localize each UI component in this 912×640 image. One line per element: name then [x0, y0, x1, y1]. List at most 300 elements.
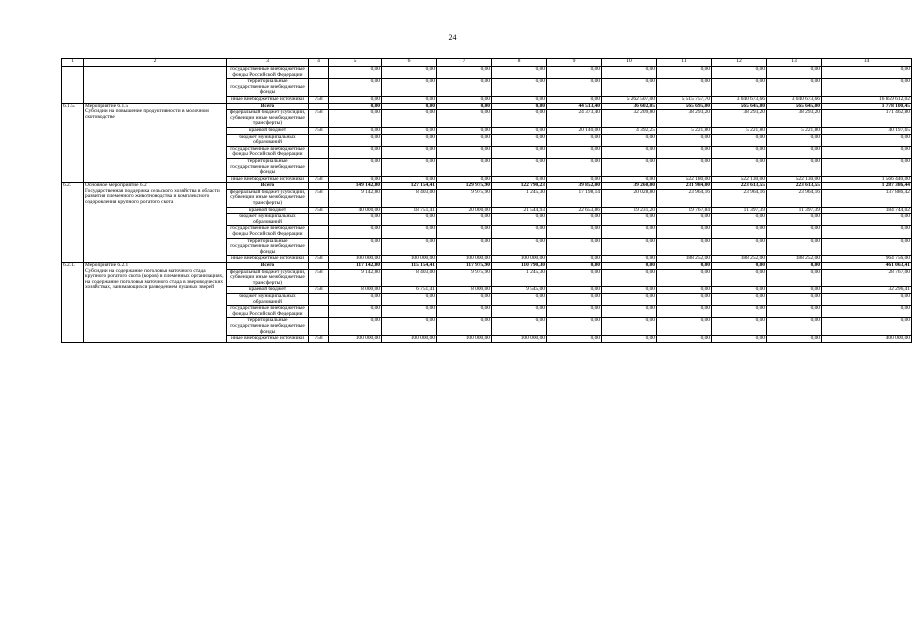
amount-cell: 8 403,00 — [382, 269, 437, 287]
amount-cell: 0,00 — [437, 214, 492, 226]
budget-code: 758 — [309, 110, 329, 128]
funding-source-label: бюджет муниципальных образований — [227, 214, 309, 226]
amount-cell: 0,00 — [382, 158, 437, 176]
funding-source-label: федеральный бюджет (субсидии, субвенции иные межбюджетные трансферты) — [227, 269, 309, 287]
amount-cell: 38 293,20 — [657, 110, 712, 128]
amount-cell: 9 545,00 — [492, 287, 547, 294]
column-number-cell: 8 — [492, 59, 547, 67]
budget-code: 758 — [309, 336, 329, 343]
amount-cell: 23 964,16 — [767, 189, 822, 207]
amount-cell: 188 252,00 — [712, 256, 767, 263]
measure-description-cell — [84, 183, 227, 263]
column-number-cell: 12 — [712, 59, 767, 67]
amount-cell: 0,00 — [767, 226, 822, 238]
amount-cell: 0,00 — [329, 226, 382, 238]
amount-cell: 8 000,00 — [437, 287, 492, 294]
amount-cell: 0,00 — [712, 306, 767, 318]
amount-cell: 565 645,00 — [712, 103, 767, 110]
amount-cell: 39 260,00 — [602, 183, 657, 190]
funding-source-label: территориальные государственные внебюджетные фонды — [227, 158, 309, 176]
amount-cell: 0,00 — [329, 306, 382, 318]
amount-cell: 0,00 — [602, 238, 657, 256]
amount-cell: 5 515 757,70 — [657, 96, 712, 103]
budget-code: 758 — [309, 287, 329, 294]
amount-cell: 0,00 — [437, 176, 492, 183]
budget-code — [309, 158, 329, 176]
amount-cell: 0,00 — [329, 238, 382, 256]
amount-cell: 0,00 — [767, 158, 822, 176]
amount-cell: 0,00 — [547, 96, 602, 103]
amount-cell: 0,00 — [382, 127, 437, 134]
amount-cell: 9 975,90 — [437, 189, 492, 207]
total-amount-cell: 0,00 — [822, 134, 912, 146]
amount-cell: 20 000,00 — [437, 207, 492, 214]
amount-cell: 0,00 — [767, 134, 822, 146]
total-amount-cell: 0,00 — [822, 293, 912, 305]
funding-source-label: бюджет муниципальных образований — [227, 134, 309, 146]
amount-cell: 8 000,00 — [329, 287, 382, 294]
amount-cell: 0,00 — [712, 214, 767, 226]
total-amount-cell: 0,00 — [822, 238, 912, 256]
amount-cell: 0,00 — [712, 238, 767, 256]
amount-cell: 0,00 — [437, 96, 492, 103]
amount-cell: 40 000,00 — [329, 207, 382, 214]
amount-cell: 0,00 — [329, 134, 382, 146]
funding-source-label: государственные внебюджетные фонды Российской Федерации — [227, 306, 309, 318]
budget-code — [309, 293, 329, 305]
amount-cell: 0,00 — [492, 79, 547, 97]
amount-cell: 0,00 — [437, 318, 492, 336]
amount-cell: 188 252,00 — [767, 256, 822, 263]
amount-cell: 0,00 — [767, 306, 822, 318]
measure-description: Государственная поддержка сельского хозяйства в области развития племенного животноводства и комплексного оздоровления крупного рогатого скота — [85, 187, 220, 206]
amount-cell: 223 613,55 — [712, 183, 767, 190]
column-number-cell: 9 — [547, 59, 602, 67]
amount-cell: 0,00 — [437, 127, 492, 134]
budget-code: 758 — [309, 127, 329, 134]
amount-cell: 0,00 — [382, 214, 437, 226]
amount-cell: 39 852,00 — [547, 183, 602, 190]
amount-cell: 1 245,30 — [492, 269, 547, 287]
column-number-cell: 7 — [437, 59, 492, 67]
amount-cell: 0,00 — [767, 293, 822, 305]
amount-cell: 3 040 673,66 — [767, 96, 822, 103]
amount-cell: 0,00 — [712, 67, 767, 79]
amount-cell: 565 695,00 — [657, 103, 712, 110]
amount-cell: 0,00 — [382, 146, 437, 158]
amount-cell: 0,00 — [382, 103, 437, 110]
amount-cell: 0,00 — [329, 214, 382, 226]
amount-cell: 0,00 — [657, 146, 712, 158]
amount-cell: 0,00 — [712, 79, 767, 97]
budget-code — [309, 214, 329, 226]
amount-cell: 5 221,80 — [712, 127, 767, 134]
budget-code: 758 — [309, 256, 329, 263]
total-amount-cell: 0,00 — [822, 306, 912, 318]
amount-cell: 0,00 — [547, 256, 602, 263]
amount-cell: 0,00 — [437, 67, 492, 79]
amount-cell: 18 751,41 — [382, 207, 437, 214]
amount-cell: 0,00 — [492, 96, 547, 103]
budget-code — [309, 306, 329, 318]
measure-code: 6.2. — [62, 183, 84, 263]
amount-cell: 0,00 — [657, 318, 712, 336]
amount-cell: 0,00 — [547, 318, 602, 336]
budget-code — [309, 79, 329, 97]
budget-code: 758 — [309, 207, 329, 214]
amount-cell: 149 142,80 — [329, 183, 382, 190]
amount-cell: 0,00 — [547, 176, 602, 183]
amount-cell: 0,00 — [329, 176, 382, 183]
amount-cell: 0,00 — [657, 336, 712, 343]
amount-cell: 0,00 — [712, 226, 767, 238]
amount-cell: 0,00 — [767, 269, 822, 287]
amount-cell: 0,00 — [437, 79, 492, 97]
amount-cell: 0,00 — [382, 238, 437, 256]
total-amount-cell: 0,00 — [822, 79, 912, 97]
funding-source-row — [62, 67, 912, 79]
measure-description: Субсидии на повышение продуктивности в молочном скотоводстве — [85, 108, 209, 120]
amount-cell: 100 000,00 — [437, 256, 492, 263]
amount-cell: 0,00 — [382, 306, 437, 318]
amount-cell: 0,00 — [382, 67, 437, 79]
column-number-cell: 3 — [227, 59, 309, 67]
amount-cell: 0,00 — [382, 293, 437, 305]
funding-source-label: иные внебюджетные источники — [227, 336, 309, 343]
amount-cell: 0,00 — [382, 176, 437, 183]
amount-cell: 0,00 — [437, 306, 492, 318]
column-number-cell: 13 — [767, 59, 822, 67]
amount-cell: 0,00 — [712, 146, 767, 158]
amount-cell: 19 767,84 — [657, 207, 712, 214]
amount-cell: 0,00 — [492, 110, 547, 128]
amount-cell: 0,00 — [657, 134, 712, 146]
measure-description: Субсидии на содержание поголовья маточного стада крупного рогатого скота (коров) в племенных организациях, на содержание поголовья маточного стада в звероводческих хозяйствах, занимающихся разведением пушных зверей — [85, 267, 224, 291]
amount-cell: 0,00 — [767, 214, 822, 226]
amount-cell: 11 397,39 — [712, 207, 767, 214]
amount-cell: 0,00 — [547, 238, 602, 256]
amount-cell: 0,00 — [492, 293, 547, 305]
amount-cell: 0,00 — [767, 336, 822, 343]
budget-code: 758 — [309, 176, 329, 183]
amount-cell: 0,00 — [437, 110, 492, 128]
amount-cell: 0,00 — [329, 103, 382, 110]
amount-cell: 0,00 — [382, 318, 437, 336]
budget-code — [309, 146, 329, 158]
measure-description-cell — [84, 103, 227, 183]
amount-cell: 17 198,14 — [547, 189, 602, 207]
amount-cell: 8 403,00 — [382, 189, 437, 207]
total-amount-cell: 137 886,42 — [822, 189, 912, 207]
amount-cell: 23 964,16 — [712, 189, 767, 207]
total-amount-cell: 40 197,65 — [822, 127, 912, 134]
funding-source-label: иные внебюджетные источники — [227, 96, 309, 103]
amount-cell: 0,00 — [492, 226, 547, 238]
amount-cell: 117 975,90 — [437, 263, 492, 270]
amount-cell: 0,00 — [657, 226, 712, 238]
amount-cell: 9 142,80 — [329, 189, 382, 207]
funding-source-label: государственные внебюджетные фонды Российской Федерации — [227, 67, 309, 79]
amount-cell: 0,00 — [382, 79, 437, 97]
amount-cell: 0,00 — [329, 158, 382, 176]
total-amount-cell: 28 767,00 — [822, 269, 912, 287]
amount-cell: 0,00 — [329, 79, 382, 97]
amount-cell: 0,00 — [437, 146, 492, 158]
amount-cell: 1 245,30 — [492, 189, 547, 207]
amount-cell: 9 142,80 — [329, 269, 382, 287]
funding-source-label: территориальные государственные внебюджетные фонды — [227, 79, 309, 97]
amount-cell: 0,00 — [329, 318, 382, 336]
amount-cell: 0,00 — [767, 67, 822, 79]
amount-cell: 100 000,00 — [382, 256, 437, 263]
amount-cell: 0,00 — [492, 318, 547, 336]
funding-source-label: иные внебюджетные источники — [227, 176, 309, 183]
amount-cell: 115 154,41 — [382, 263, 437, 270]
amount-cell: 4 392,25 — [602, 127, 657, 134]
total-amount-cell: 400 000,00 — [822, 336, 912, 343]
column-number-cell: 1 — [62, 59, 84, 67]
amount-cell: 0,00 — [602, 67, 657, 79]
measure-code — [62, 67, 84, 104]
column-number-cell: 4 — [309, 59, 329, 67]
amount-cell: 0,00 — [657, 67, 712, 79]
amount-cell: 0,00 — [492, 306, 547, 318]
total-amount-cell: 0,00 — [822, 214, 912, 226]
total-amount-cell: 16 859 612,02 — [822, 96, 912, 103]
amount-cell: 0,00 — [602, 336, 657, 343]
amount-cell: 20 140,00 — [547, 127, 602, 134]
total-amount-cell: 32 296,41 — [822, 287, 912, 294]
funding-source-label: краевой бюджет — [227, 287, 309, 294]
total-amount-cell: 0,00 — [822, 318, 912, 336]
amount-cell: 0,00 — [492, 103, 547, 110]
amount-cell: 0,00 — [437, 158, 492, 176]
amount-cell: 19 231,20 — [602, 207, 657, 214]
amount-cell: 0,00 — [547, 226, 602, 238]
amount-cell: 0,00 — [602, 176, 657, 183]
column-number-cell: 11 — [657, 59, 712, 67]
total-amount-cell: 461 063,41 — [822, 263, 912, 270]
total-amount-cell: 1 566 440,00 — [822, 176, 912, 183]
amount-cell: 0,00 — [437, 293, 492, 305]
amount-cell: 0,00 — [712, 158, 767, 176]
measure-description-cell — [84, 263, 227, 343]
amount-cell: 5 221,80 — [767, 127, 822, 134]
amount-cell: 0,00 — [712, 287, 767, 294]
amount-cell: 3 040 673,66 — [712, 96, 767, 103]
funding-source-label: государственные внебюджетные фонды Российской Федерации — [227, 226, 309, 238]
amount-cell: 0,00 — [492, 214, 547, 226]
amount-cell: 127 154,41 — [382, 183, 437, 190]
amount-cell: 0,00 — [492, 127, 547, 134]
amount-cell: 11 397,39 — [767, 207, 822, 214]
amount-cell: 38 293,20 — [767, 110, 822, 128]
amount-cell: 0,00 — [602, 214, 657, 226]
amount-cell: 0,00 — [657, 238, 712, 256]
amount-cell: 0,00 — [602, 318, 657, 336]
amount-cell: 0,00 — [602, 269, 657, 287]
amount-cell: 0,00 — [492, 134, 547, 146]
amount-cell: 0,00 — [437, 226, 492, 238]
funding-source-label: краевой бюджет — [227, 127, 309, 134]
column-number-cell: 10 — [602, 59, 657, 67]
total-amount-cell: 1 778 100,45 — [822, 103, 912, 110]
measure-title: Мероприятие 6.1.5 — [85, 102, 129, 109]
amount-cell: 0,00 — [547, 269, 602, 287]
amount-cell: 129 975,90 — [437, 183, 492, 190]
amount-cell: 0,00 — [437, 134, 492, 146]
amount-cell: 0,00 — [602, 146, 657, 158]
amount-cell: 0,00 — [492, 176, 547, 183]
amount-cell: 0,00 — [767, 146, 822, 158]
budget-table-container — [61, 58, 910, 343]
amount-cell: 0,00 — [547, 67, 602, 79]
amount-cell: 0,00 — [329, 127, 382, 134]
amount-cell: 0,00 — [602, 158, 657, 176]
funding-source-label: территориальные государственные внебюджетные фонды — [227, 318, 309, 336]
total-amount-cell: 184 744,02 — [822, 207, 912, 214]
amount-cell: 100 000,00 — [492, 256, 547, 263]
amount-cell: 0,00 — [329, 293, 382, 305]
amount-cell: 0,00 — [547, 293, 602, 305]
funding-source-label: иные внебюджетные источники — [227, 256, 309, 263]
amount-cell: 20 028,80 — [602, 189, 657, 207]
amount-cell: 0,00 — [382, 96, 437, 103]
total-amount-cell: 964 756,00 — [822, 256, 912, 263]
amount-cell: 0,00 — [547, 134, 602, 146]
measure-code: 6.2.1. — [62, 263, 84, 343]
amount-cell: 36 602,05 — [602, 103, 657, 110]
amount-cell: 0,00 — [712, 318, 767, 336]
funding-source-label: федеральный бюджет (субсидии, субвенции иные межбюджетные трансферты) — [227, 110, 309, 128]
amount-cell: 0,00 — [547, 158, 602, 176]
budget-code — [309, 134, 329, 146]
amount-cell: 9 975,90 — [437, 269, 492, 287]
amount-cell: 100 000,00 — [492, 336, 547, 343]
amount-cell: 0,00 — [657, 287, 712, 294]
amount-cell: 100 000,00 — [437, 336, 492, 343]
amount-cell: 0,00 — [767, 263, 822, 270]
amount-cell: 0,00 — [547, 306, 602, 318]
amount-cell: 24 373,40 — [547, 110, 602, 128]
amount-cell: 38 293,20 — [712, 110, 767, 128]
amount-cell: 0,00 — [382, 110, 437, 128]
funding-source-label: территориальные государственные внебюджетные фонды — [227, 238, 309, 256]
amount-cell: 0,00 — [602, 263, 657, 270]
amount-cell: 44 513,40 — [547, 103, 602, 110]
amount-cell: 0,00 — [602, 226, 657, 238]
amount-cell: 0,00 — [602, 287, 657, 294]
total-amount-cell: 0,00 — [822, 67, 912, 79]
amount-cell: 0,00 — [382, 134, 437, 146]
budget-table — [61, 58, 912, 343]
amount-cell: 223 613,55 — [767, 183, 822, 190]
amount-cell: 0,00 — [329, 96, 382, 103]
amount-cell: 0,00 — [767, 287, 822, 294]
amount-cell: 0,00 — [602, 79, 657, 97]
amount-cell: 0,00 — [712, 134, 767, 146]
budget-code — [309, 238, 329, 256]
amount-cell: 0,00 — [437, 238, 492, 256]
amount-cell: 0,00 — [547, 214, 602, 226]
amount-cell: 0,00 — [767, 318, 822, 336]
amount-cell: 522 130,00 — [767, 176, 822, 183]
amount-cell: 0,00 — [767, 79, 822, 97]
amount-cell: 0,00 — [547, 263, 602, 270]
budget-code — [309, 67, 329, 79]
amount-cell: 100 000,00 — [329, 256, 382, 263]
amount-cell: 21 544,93 — [492, 207, 547, 214]
amount-cell: 0,00 — [492, 238, 547, 256]
measure-title: Основное мероприятие 6.2 — [85, 182, 147, 189]
amount-cell: 0,00 — [712, 336, 767, 343]
amount-cell: 110 790,30 — [492, 263, 547, 270]
amount-cell: 0,00 — [547, 336, 602, 343]
amount-cell: 0,00 — [657, 269, 712, 287]
amount-cell: 0,00 — [492, 146, 547, 158]
amount-cell: 0,00 — [602, 256, 657, 263]
total-amount-cell: 0,00 — [822, 146, 912, 158]
budget-code — [309, 226, 329, 238]
amount-cell: 0,00 — [382, 226, 437, 238]
amount-cell: 0,00 — [547, 146, 602, 158]
amount-cell: 0,00 — [657, 158, 712, 176]
amount-cell: 6 751,41 — [382, 287, 437, 294]
funding-source-label: Всего — [227, 183, 309, 190]
total-amount-cell: 0,00 — [822, 158, 912, 176]
amount-cell: 0,00 — [712, 269, 767, 287]
amount-cell: 100 000,00 — [329, 336, 382, 343]
column-number-cell: 2 — [84, 59, 227, 67]
measure-title: Мероприятие 6.2.1 — [85, 262, 129, 268]
total-amount-cell: 1 287 386,44 — [822, 183, 912, 190]
amount-cell: 32 209,80 — [602, 110, 657, 128]
amount-cell: 0,00 — [547, 79, 602, 97]
column-number-cell: 5 — [329, 59, 382, 67]
amount-cell: 22 653,86 — [547, 207, 602, 214]
amount-cell: 0,00 — [602, 293, 657, 305]
amount-cell: 188 252,00 — [657, 256, 712, 263]
amount-cell: 0,00 — [492, 67, 547, 79]
amount-cell: 522 130,00 — [712, 176, 767, 183]
total-amount-cell: 0,00 — [822, 226, 912, 238]
amount-cell: 0,00 — [547, 287, 602, 294]
amount-cell: 522 180,00 — [657, 176, 712, 183]
amount-cell: 5 262 507,00 — [602, 96, 657, 103]
amount-cell: 0,00 — [657, 306, 712, 318]
amount-cell: 0,00 — [657, 214, 712, 226]
amount-cell: 0,00 — [602, 134, 657, 146]
funding-source-label: федеральный бюджет (субсидии, субвенции иные межбюджетные трансферты) — [227, 189, 309, 207]
amount-cell: 0,00 — [492, 158, 547, 176]
amount-cell: 23 964,16 — [657, 189, 712, 207]
funding-source-label: государственные внебюджетные фонды Российской Федерации — [227, 146, 309, 158]
page-number: 24 — [448, 33, 457, 42]
amount-cell: 0,00 — [712, 293, 767, 305]
total-amount-cell: 171 462,80 — [822, 110, 912, 128]
amount-cell: 100 000,00 — [382, 336, 437, 343]
measure-description-cell — [84, 67, 227, 104]
funding-source-label: краевой бюджет — [227, 207, 309, 214]
column-number-cell: 6 — [382, 59, 437, 67]
budget-code — [309, 318, 329, 336]
amount-cell: 122 790,23 — [492, 183, 547, 190]
amount-cell: 0,00 — [712, 263, 767, 270]
budget-code: 758 — [309, 269, 329, 287]
amount-cell: 0,00 — [657, 263, 712, 270]
amount-cell: 0,00 — [329, 110, 382, 128]
budget-code: 758 — [309, 189, 329, 207]
